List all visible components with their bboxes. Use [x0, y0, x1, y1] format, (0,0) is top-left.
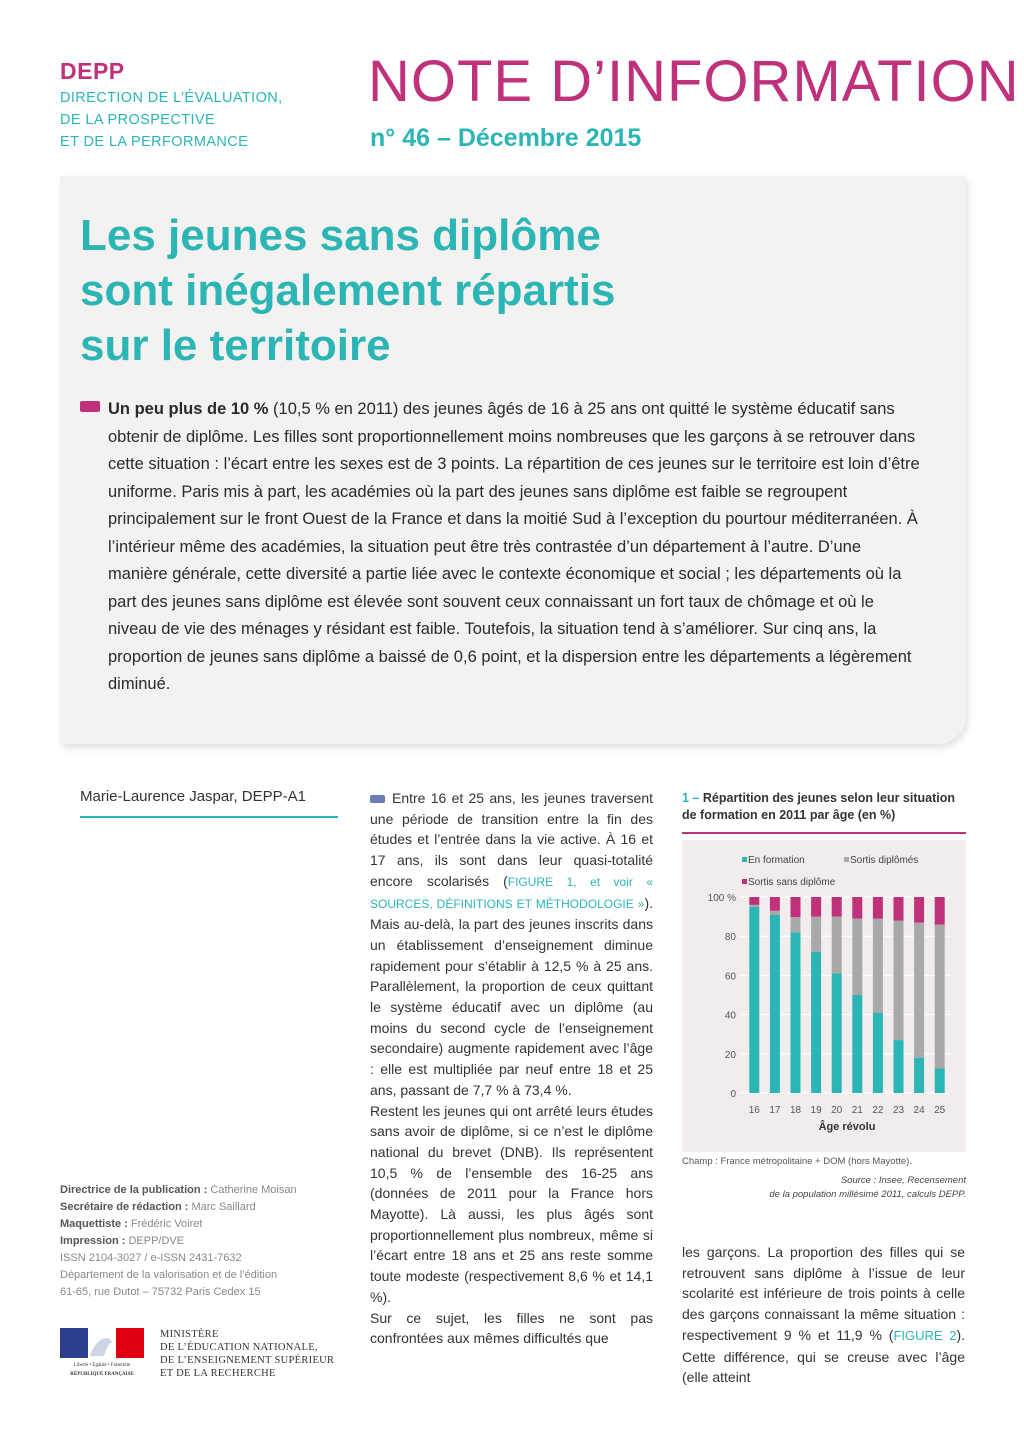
x-tick-label: 24: [913, 1105, 925, 1116]
ministry-line-3: DE L’ENSEIGNEMENT SUPÉRIEUR: [160, 1355, 335, 1366]
headline-line-2: sont inégalement répartis: [80, 266, 616, 315]
legend-label: Sortis sans diplôme: [748, 877, 836, 888]
credit-line: [60, 1199, 345, 1216]
issue-number: n° 46 – Décembre 2015: [370, 124, 642, 152]
bar-segment: [770, 915, 780, 1093]
summary-text: [108, 396, 923, 699]
credit-value: DEPP/DVE: [128, 1235, 185, 1247]
figure-title-text: Répartition des jeunes selon leur situation de formation en 2011 par âge (en %): [682, 791, 956, 822]
credit-value: Département de la valorisation et de l’édition: [60, 1269, 278, 1281]
ministry-line-1: MINISTÈRE: [160, 1329, 219, 1340]
credit-value: Frédéric Voiret: [130, 1218, 203, 1230]
x-tick-label: 18: [789, 1105, 802, 1116]
credit-value: ISSN 2104-3027 / e-ISSN 2431-7632: [60, 1252, 242, 1264]
x-tick-label: 20: [831, 1105, 843, 1116]
bar-segment: [791, 932, 801, 1093]
credit-line: [60, 1182, 345, 1199]
y-tick-label: 80: [724, 932, 736, 944]
bar-segment: [894, 1040, 904, 1093]
credit-value: Marc Saillard: [191, 1201, 256, 1213]
figure-number: 1 –: [682, 791, 700, 805]
summary-bullet-icon: [80, 401, 100, 412]
headline: [80, 208, 880, 373]
x-tick-label: 23: [892, 1105, 905, 1116]
credit-value: 61-65, rue Dutot – 75732 Paris Cedex 15: [60, 1286, 261, 1298]
col2-p3: Sur ce sujet, les filles ne sont pas confrontées aux mêmes difficultés que: [370, 1309, 653, 1347]
x-tick-label: 25: [934, 1105, 946, 1116]
credit-line: [60, 1250, 345, 1267]
bar-segment: [873, 1013, 883, 1093]
bar-segment: [935, 897, 945, 925]
figure-scope-note: Champ : France métropolitaine + DOM (hors Mayotte).: [682, 1156, 912, 1167]
bar-segment: [873, 897, 883, 919]
summary-body: (10,5 % en 2011) des jeunes âgés de 16 à 25 ans ont quitté le système éducatif sans obtenir de diplôme. Les filles sont proportionnellement moins nombreuses que les garçons à se retrouver dans cette situation : l’écart entre les sexes est de 3 points. La répartition de ces jeunes sur le territoire est loin d’être uniforme. Paris mis à part, les académies où la part des jeunes sans diplôme est faible se regroupent principalement sur le front Ouest de la France et dans la moitié Sud à l’exception du pourtour méditerranéen. À l’intérieur même des académies, la situation peut être très contrastée d’un département à l’autre. D’une manière générale, cette diversité a partie liée avec le contexte économique et social ; les départements où la part des jeunes sans diplôme est élevée sont souvent ceux connaissant un fort taux de chômage et où le niveau de vie des ménages y résidant est faible. Toutefois, la situation tend à s’améliorer. Sur cinq ans, la proportion de jeunes sans diplôme a baissé de 0,6 point, et la dispersion entre les départements a légèrement diminué.: [108, 400, 920, 693]
bar-segment: [791, 917, 801, 932]
stacked-bar-chart: [682, 840, 966, 1152]
ministry-line-2: DE L’ÉDUCATION NATIONALE,: [160, 1342, 318, 1353]
bar-segment: [791, 897, 801, 917]
headline-line-1: Les jeunes sans diplôme: [80, 211, 601, 260]
org-line-1: DIRECTION DE L’ÉVALUATION,: [60, 90, 283, 106]
credit-label: Maquettiste :: [60, 1218, 128, 1230]
credit-line: [60, 1216, 345, 1233]
legend-label: En formation: [748, 855, 805, 866]
bar-segment: [894, 897, 904, 921]
col2-p2: Restent les jeunes qui ont arrêté leurs études sans avoir de diplôme, si ce n’est le diplôme national du brevet (DNB). Ils représentent 10,5 % de l’ensemble des 16-25 ans (données de 2011 pour la France hors Mayotte). Là aussi, les plus âgés sont proportionnellement plus nombreux, même si l’écart entre 18 ans et 25 ans reste somme toute modeste (respectivement 8,6 % et 14,1 %).: [370, 1102, 653, 1305]
org-name: DEPP: [60, 58, 125, 84]
col2-p1-b: ). Mais au-delà, la part des jeunes inscrits dans un établissement d’enseignement diminue rapidement pour s’établir à 12,5 % à 25 ans. Parallèlement, la proportion de ceux quittant le système éducatif avec un diplôme (au moins du second cycle de l’enseignement secondaire) augmente rapidement avec l’âge : elle est multipliée par neuf entre 18 et 25 ans, passant de 7,7 % à 73,4 %.: [370, 894, 653, 1098]
bar-segment: [914, 1058, 924, 1093]
x-tick-label: 22: [872, 1105, 884, 1116]
x-tick-label: 19: [810, 1105, 822, 1116]
ministry-line-4: ET DE LA RECHERCHE: [160, 1368, 276, 1379]
bar-segment: [832, 973, 842, 1093]
figure-source-line-1: Source : Insee, Recensement: [840, 1175, 966, 1186]
credit-label: Directrice de la publication :: [60, 1184, 208, 1196]
credit-line: [60, 1267, 345, 1284]
figure-source-line-2: de la population millésimé 2011, calculs DEPP.: [769, 1189, 966, 1200]
bar-segment: [852, 995, 862, 1093]
publication-title: NOTE D’INFORMATION: [368, 49, 1020, 114]
legend-swatch: [742, 857, 747, 862]
credit-line: [60, 1284, 345, 1301]
author: Marie-Laurence Jaspar, DEPP-A1: [80, 788, 306, 805]
credit-label: Impression :: [60, 1235, 126, 1247]
y-tick-label: 20: [724, 1049, 736, 1061]
marianne-logo-icon: [60, 1328, 144, 1378]
paragraph-bullet-icon: [370, 795, 385, 803]
bar-segment: [852, 919, 862, 995]
headline-line-3: sur le territoire: [80, 321, 391, 370]
credit-value: Catherine Moisan: [210, 1184, 297, 1196]
figure-title: [682, 790, 972, 824]
y-tick-label: 60: [724, 971, 736, 983]
x-tick-label: 16: [748, 1105, 760, 1116]
x-tick-label: 17: [769, 1105, 781, 1116]
author-divider: [80, 816, 338, 818]
org-line-2: DE LA PROSPECTIVE: [60, 112, 216, 128]
org-line-3: ET DE LA PERFORMANCE: [60, 134, 249, 150]
ministry-name: [160, 1328, 350, 1380]
figure-source: [682, 1174, 966, 1202]
bar-segment: [873, 919, 883, 1013]
figure-2-reference-link[interactable]: FIGURE 2: [893, 1327, 957, 1343]
bar-segment: [749, 907, 759, 1093]
y-tick-label: 40: [724, 1010, 736, 1022]
bar-segment: [832, 917, 842, 974]
body-column-3: [682, 1242, 965, 1388]
legend-label: Sortis diplômés: [850, 855, 919, 866]
flag-motto: Liberté • Égalité • Fraternité: [73, 1363, 131, 1368]
bar-segment: [770, 911, 780, 915]
bar-segment: [811, 897, 821, 917]
y-tick-label: 100 %: [707, 893, 736, 904]
x-tick-label: 21: [851, 1105, 863, 1116]
bar-segment: [832, 897, 842, 917]
credit-label: Secrétaire de rédaction :: [60, 1201, 189, 1213]
bar-segment: [894, 921, 904, 1041]
flag-country: RÉPUBLIQUE FRANÇAISE: [70, 1372, 134, 1377]
publication-credits: [60, 1182, 345, 1301]
legend-swatch: [742, 879, 747, 884]
bar-segment: [852, 897, 862, 919]
summary-lead: Un peu plus de 10 %: [108, 400, 269, 418]
bar-segment: [914, 897, 924, 922]
bar-segment: [811, 952, 821, 1093]
x-axis-title: Âge révolu: [818, 1121, 876, 1133]
bar-segment: [770, 897, 780, 911]
bar-segment: [935, 925, 945, 1069]
col2-p1-a: Entre 16 et 25 ans, les jeunes traversent une période de transition entre la fin des études et l’entrée dans la vie active. À 16 et 17 ans, ils sont dans leur quasi-totalité encore scolarisés (: [370, 790, 653, 889]
y-tick-label: 0: [730, 1089, 736, 1100]
col3-text-b: ). Cette différence, qui se creuse avec l’âge (elle atteint: [682, 1326, 965, 1386]
legend-swatch: [844, 857, 849, 862]
bar-segment: [749, 905, 759, 907]
credit-line: [60, 1233, 345, 1250]
col3-text-a: les garçons. La proportion des filles qui se retrouvent sans diplôme à l’issue de leur scolarité est inférieure de trois points à celle des garçons connaissant la même situation : respectivement 9 % et 11,9 % (: [682, 1244, 965, 1343]
bar-segment: [811, 917, 821, 952]
figure-title-divider: [682, 832, 966, 834]
figure-reference-link[interactable]: FIGURE 1, et voir « SOURCES, DÉFINITIONS ET MÉTHODOLOGIE »: [370, 874, 653, 911]
bar-segment: [914, 922, 924, 1057]
bar-segment: [935, 1069, 945, 1094]
bar-segment: [749, 897, 759, 905]
body-column-2: [370, 788, 653, 1349]
